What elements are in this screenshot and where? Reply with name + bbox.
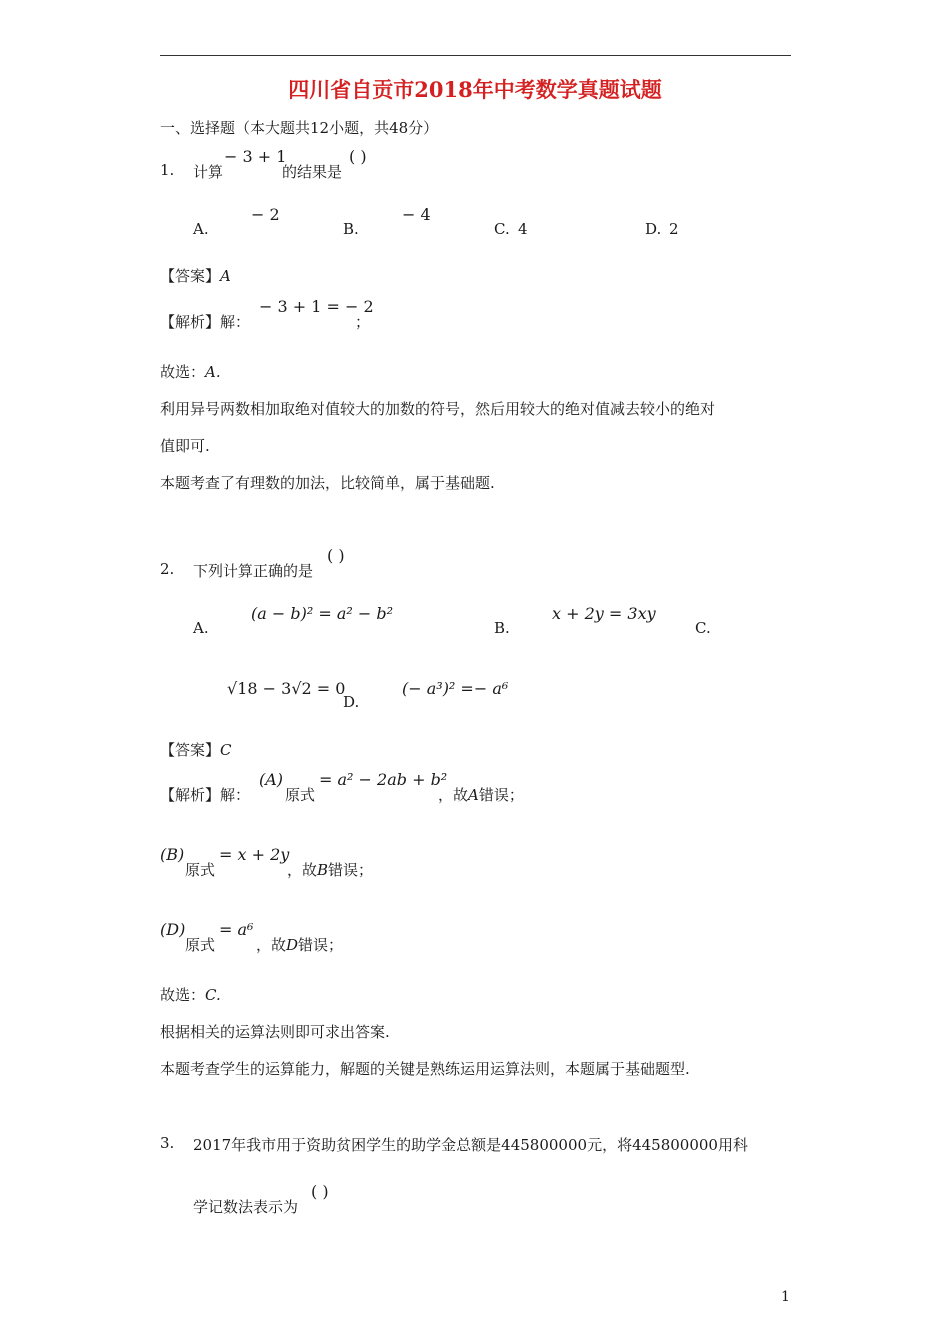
q2-answer-paren: ( ) xyxy=(327,546,345,565)
q2-option-b-expr: x + 2y = 3xy xyxy=(552,604,656,623)
q2-d-tail-pre: ，故 xyxy=(256,936,287,954)
q1-option-a-value: − 2 xyxy=(251,205,280,224)
q1-stem-tail: 的结果是 xyxy=(282,163,343,181)
q1-explanation-line1: 利用异号两数相加取绝对值较大的加数的符号，然后用较大的绝对值减去较小的绝对 xyxy=(160,400,716,418)
q2-b-tail-var: B xyxy=(317,861,329,879)
q2-d-expr: = a⁶ xyxy=(219,920,254,939)
q2-a-expr: = a² − 2ab + b² xyxy=(319,770,448,789)
q2-option-c-letter: C. xyxy=(695,619,711,637)
page-title: 四川省自贡市2018年中考数学真题试题 xyxy=(288,77,662,102)
q1-expression: − 3 + 1 xyxy=(224,147,287,166)
q1-stem: 计算 xyxy=(193,163,224,181)
q1-choose-label: 故选： xyxy=(160,363,206,381)
q2-choose xyxy=(160,984,221,1005)
q2-choose-value: C. xyxy=(205,986,221,1004)
page-number: 1 xyxy=(781,1289,790,1305)
q3-stem-line1: 2017年我市用于资助贫困学生的助学金总额是445800000元，将445800000用科 xyxy=(193,1136,748,1154)
q1-choose-value: A. xyxy=(205,363,221,381)
q2-option-b-letter: B. xyxy=(494,619,510,637)
q1-answer-paren: ( ) xyxy=(349,147,367,166)
q2-option-a-letter: A. xyxy=(193,619,209,637)
q1-option-d-letter: D. xyxy=(645,220,662,238)
q2-number: 2. xyxy=(160,560,175,578)
q2-b-tail-post: 错误； xyxy=(328,861,374,879)
q1-answer-value: A xyxy=(220,267,231,285)
q1-option-a-letter: A. xyxy=(193,220,209,238)
q2-option-a-expr: (a − b)² = a² − b² xyxy=(251,604,394,623)
q2-b-tag: (B) xyxy=(160,845,185,864)
q2-explanation: 根据相关的运算法则即可求出答案. xyxy=(160,1023,390,1041)
q2-a-tail-post: 错误； xyxy=(478,786,524,804)
q1-option-d-value: 2 xyxy=(669,220,679,238)
q2-a-text: 原式 xyxy=(285,786,316,804)
section-heading: 一、选择题（本大题共12小题，共48分） xyxy=(160,119,439,137)
q2-option-d-letter: D. xyxy=(343,693,360,711)
q2-d-tag: (D) xyxy=(160,920,186,939)
q2-d-tail-post: 错误； xyxy=(298,936,344,954)
q2-a-tail-pre: ，故 xyxy=(438,786,469,804)
q1-option-b-value: − 4 xyxy=(402,205,431,224)
q2-b-tail xyxy=(287,859,373,880)
q2-answer-value: C xyxy=(220,741,232,759)
q2-b-expr: = x + 2y xyxy=(219,845,290,864)
q1-analysis-label: 【解析】解： xyxy=(160,313,251,331)
q2-b-tail-pre: ，故 xyxy=(287,861,318,879)
q2-a-tag: (A) xyxy=(259,770,284,789)
q2-choose-label: 故选： xyxy=(160,986,206,1004)
q3-stem-line2: 学记数法表示为 xyxy=(193,1198,299,1216)
q2-a-tail xyxy=(438,784,524,805)
header-rule xyxy=(160,55,791,56)
q3-number: 3. xyxy=(160,1134,175,1152)
q1-analysis-expression: − 3 + 1 = − 2 xyxy=(259,297,374,316)
q1-option-b-letter: B. xyxy=(343,220,359,238)
q2-answer xyxy=(160,739,232,760)
q2-d-tail-var: D xyxy=(286,936,299,954)
q2-option-c-expr: √18 − 3√2 = 0 xyxy=(227,679,346,698)
q2-analysis-label: 【解析】解： xyxy=(160,786,251,804)
q2-d-text: 原式 xyxy=(185,936,216,954)
q1-comment: 本题考查了有理数的加法，比较简单，属于基础题. xyxy=(160,474,495,492)
q1-option-c-value: 4 xyxy=(518,220,528,238)
q2-b-text: 原式 xyxy=(185,861,216,879)
q1-choose xyxy=(160,361,221,382)
q2-option-d-expr: (− a³)² =− a⁶ xyxy=(402,679,509,698)
q2-stem: 下列计算正确的是 xyxy=(193,562,314,580)
q1-answer xyxy=(160,265,231,286)
q3-answer-paren: ( ) xyxy=(311,1182,329,1201)
q2-comment: 本题考查学生的运算能力，解题的关键是熟练运用运算法则，本题属于基础题型. xyxy=(160,1060,690,1078)
q1-option-c-letter: C. xyxy=(494,220,510,238)
q1-analysis-semicolon: ； xyxy=(355,313,371,331)
q2-answer-label: 【答案】 xyxy=(160,741,221,759)
q2-d-tail xyxy=(256,934,343,955)
q1-explanation-line2: 值即可. xyxy=(160,437,210,455)
q1-answer-label: 【答案】 xyxy=(160,267,221,285)
q2-a-tail-var: A xyxy=(468,786,479,804)
q1-number: 1. xyxy=(160,161,175,179)
